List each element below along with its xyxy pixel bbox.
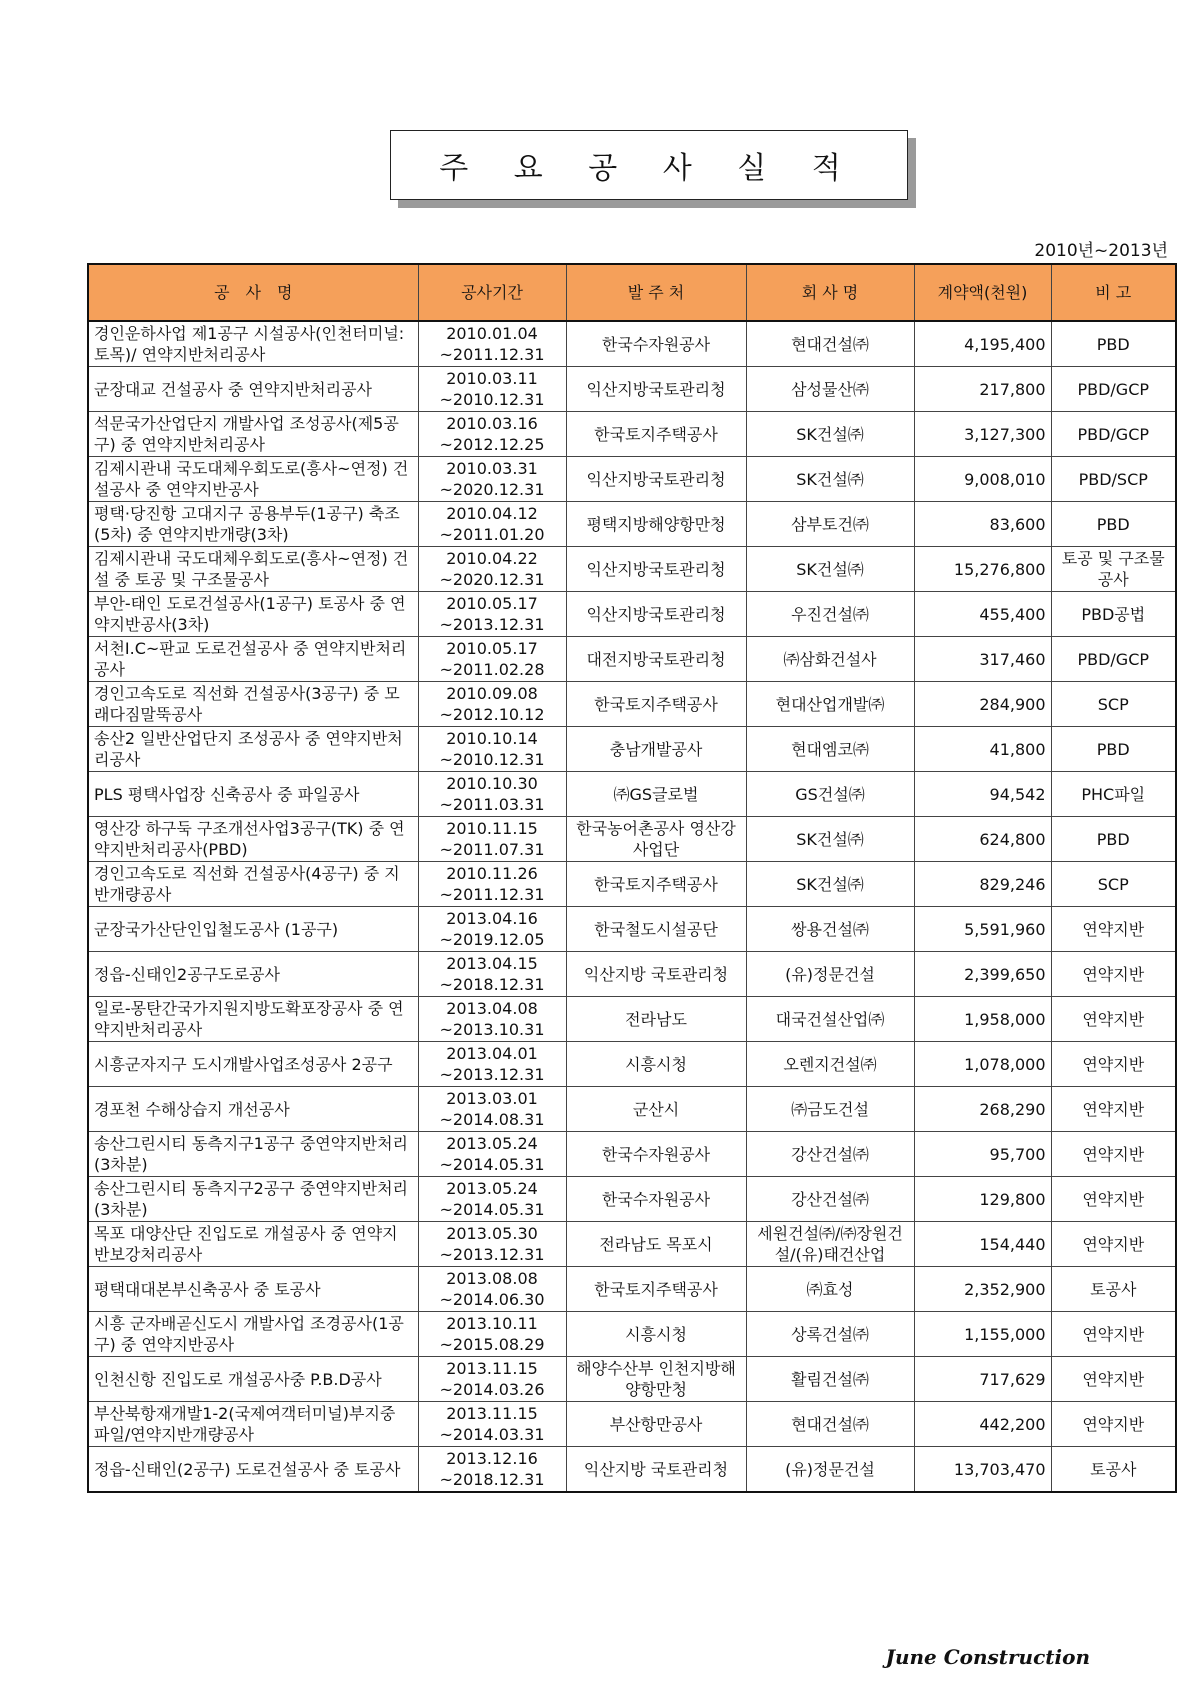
project-company: 오렌지건설㈜ [746, 1042, 914, 1087]
header-period: 공사기간 [418, 264, 566, 321]
period-end: ~2011.12.31 [439, 345, 545, 364]
period-end: ~2013.12.31 [439, 615, 545, 634]
table-row [88, 637, 1176, 682]
project-period [418, 1177, 566, 1222]
project-company: SK건설㈜ [746, 862, 914, 907]
period-start: 2013.04.16 [446, 909, 538, 928]
project-company: (유)정문건설 [746, 1447, 914, 1493]
project-company: 강산건설㈜ [746, 1132, 914, 1177]
table-row [88, 592, 1176, 637]
project-note: 토공사 [1051, 1267, 1176, 1312]
project-amount: 455,400 [914, 592, 1051, 637]
project-period [418, 1222, 566, 1267]
project-name: 정읍-신태인2공구도로공사 [88, 952, 418, 997]
project-period [418, 952, 566, 997]
header-note: 비 고 [1051, 264, 1176, 321]
table-row [88, 952, 1176, 997]
project-company: ㈜금도건설 [746, 1087, 914, 1132]
project-company: 대국건설산업㈜ [746, 997, 914, 1042]
period-end: ~2011.02.28 [439, 660, 545, 679]
project-period [418, 1087, 566, 1132]
table-body [88, 321, 1176, 1492]
project-company: SK건설㈜ [746, 412, 914, 457]
project-period [418, 1447, 566, 1493]
project-client: 한국수자원공사 [566, 1132, 746, 1177]
project-company: 쌍용건설㈜ [746, 907, 914, 952]
header-amount: 계약액(천원) [914, 264, 1051, 321]
table-row [88, 1222, 1176, 1267]
header-company: 회 사 명 [746, 264, 914, 321]
project-company: (유)정문건설 [746, 952, 914, 997]
project-name: 경인고속도로 직선화 건설공사(3공구) 중 모래다짐말뚝공사 [88, 682, 418, 727]
project-client: 익산지방국토관리청 [566, 592, 746, 637]
project-client: 익산지방국토관리청 [566, 457, 746, 502]
project-client: ㈜GS글로벌 [566, 772, 746, 817]
project-name: 석문국가산업단지 개발사업 조성공사(제5공구) 중 연약지반처리공사 [88, 412, 418, 457]
period-start: 2013.04.08 [446, 999, 538, 1018]
project-period [418, 1402, 566, 1447]
project-note: 연약지반 [1051, 1357, 1176, 1402]
project-client: 전라남도 [566, 997, 746, 1042]
project-amount: 717,629 [914, 1357, 1051, 1402]
project-period [418, 412, 566, 457]
project-company: 현대건설㈜ [746, 321, 914, 367]
project-period [418, 1132, 566, 1177]
project-client: 시흥시청 [566, 1312, 746, 1357]
period-end: ~2014.03.31 [439, 1425, 545, 1444]
project-name: 송산그린시티 동측지구1공구 중연약지반처리(3차분) [88, 1132, 418, 1177]
project-note: PBD/GCP [1051, 412, 1176, 457]
period-start: 2013.11.15 [446, 1404, 538, 1423]
table-row [88, 862, 1176, 907]
project-amount: 1,078,000 [914, 1042, 1051, 1087]
project-note: PBD [1051, 502, 1176, 547]
project-company: 우진건설㈜ [746, 592, 914, 637]
period-end: ~2011.01.20 [439, 525, 545, 544]
project-client: 대전지방국토관리청 [566, 637, 746, 682]
period-start: 2010.11.15 [446, 819, 538, 838]
project-amount: 2,399,650 [914, 952, 1051, 997]
project-period [418, 1357, 566, 1402]
period-start: 2010.05.17 [446, 639, 538, 658]
period-end: ~2019.12.05 [439, 930, 545, 949]
project-note: PBD [1051, 321, 1176, 367]
project-amount: 268,290 [914, 1087, 1051, 1132]
project-company: ㈜효성 [746, 1267, 914, 1312]
period-end: ~2020.12.31 [439, 570, 545, 589]
table-row [88, 457, 1176, 502]
company-signature: June Construction [885, 1645, 1090, 1669]
project-period [418, 1042, 566, 1087]
period-end: ~2014.05.31 [439, 1200, 545, 1219]
period-end: ~2020.12.31 [439, 480, 545, 499]
table-row [88, 1312, 1176, 1357]
project-note: 연약지반 [1051, 997, 1176, 1042]
period-end: ~2014.06.30 [439, 1290, 545, 1309]
period-start: 2010.03.11 [446, 369, 538, 388]
project-note: PBD공법 [1051, 592, 1176, 637]
project-name: 인천신항 진입도로 개설공사중 P.B.D공사 [88, 1357, 418, 1402]
project-company: 현대엠코㈜ [746, 727, 914, 772]
project-name: 평택대대본부신축공사 중 토공사 [88, 1267, 418, 1312]
period-start: 2010.05.17 [446, 594, 538, 613]
project-amount: 129,800 [914, 1177, 1051, 1222]
header-name: 공 사 명 [88, 264, 418, 321]
project-amount: 442,200 [914, 1402, 1051, 1447]
project-amount: 317,460 [914, 637, 1051, 682]
project-amount: 83,600 [914, 502, 1051, 547]
project-note: 연약지반 [1051, 952, 1176, 997]
project-period [418, 817, 566, 862]
page-title: 주 요 공 사 실 적 [390, 130, 908, 200]
period-start: 2010.09.08 [446, 684, 538, 703]
table-header-row [88, 264, 1176, 321]
project-period [418, 862, 566, 907]
project-name: 김제시관내 국도대체우회도로(흥사~연정) 건설 중 토공 및 구조물공사 [88, 547, 418, 592]
project-amount: 94,542 [914, 772, 1051, 817]
table-row [88, 727, 1176, 772]
project-name: 정읍-신태인(2공구) 도로건설공사 중 토공사 [88, 1447, 418, 1493]
period-end: ~2010.12.31 [439, 750, 545, 769]
table-row [88, 817, 1176, 862]
table-row [88, 1042, 1176, 1087]
project-note: SCP [1051, 862, 1176, 907]
project-amount: 15,276,800 [914, 547, 1051, 592]
project-client: 익산지방국토관리청 [566, 367, 746, 412]
table-row [88, 1402, 1176, 1447]
project-company: 삼성물산㈜ [746, 367, 914, 412]
period-start: 2013.08.08 [446, 1269, 538, 1288]
table-row [88, 772, 1176, 817]
project-period [418, 592, 566, 637]
period-end: ~2013.10.31 [439, 1020, 545, 1039]
project-company: SK건설㈜ [746, 547, 914, 592]
project-amount: 829,246 [914, 862, 1051, 907]
project-client: 한국수자원공사 [566, 321, 746, 367]
project-note: PBD/GCP [1051, 637, 1176, 682]
project-client: 군산시 [566, 1087, 746, 1132]
table-row [88, 321, 1176, 367]
project-note: PHC파일 [1051, 772, 1176, 817]
project-client: 한국토지주택공사 [566, 1267, 746, 1312]
project-amount: 9,008,010 [914, 457, 1051, 502]
project-client: 한국농어촌공사 영산강 사업단 [566, 817, 746, 862]
period-end: ~2012.10.12 [439, 705, 545, 724]
table-row [88, 367, 1176, 412]
project-client: 전라남도 목포시 [566, 1222, 746, 1267]
period-start: 2010.04.12 [446, 504, 538, 523]
table-row [88, 682, 1176, 727]
project-name: PLS 평택사업장 신축공사 중 파일공사 [88, 772, 418, 817]
project-client: 부산항만공사 [566, 1402, 746, 1447]
project-amount: 95,700 [914, 1132, 1051, 1177]
period-end: ~2018.12.31 [439, 1470, 545, 1489]
project-amount: 2,352,900 [914, 1267, 1051, 1312]
project-client: 익산지방국토관리청 [566, 547, 746, 592]
project-note: 연약지반 [1051, 1087, 1176, 1132]
project-note: 연약지반 [1051, 1222, 1176, 1267]
project-client: 충남개발공사 [566, 727, 746, 772]
period-start: 2013.11.15 [446, 1359, 538, 1378]
project-note: SCP [1051, 682, 1176, 727]
project-name: 군장국가산단인입철도공사 (1공구) [88, 907, 418, 952]
period-start: 2013.10.11 [446, 1314, 538, 1333]
period-end: ~2011.12.31 [439, 885, 545, 904]
period-end: ~2012.12.25 [439, 435, 545, 454]
period-end: ~2013.12.31 [439, 1245, 545, 1264]
project-amount: 13,703,470 [914, 1447, 1051, 1493]
period-start: 2010.04.22 [446, 549, 538, 568]
period-start: 2010.03.16 [446, 414, 538, 433]
project-company: SK건설㈜ [746, 457, 914, 502]
project-period [418, 457, 566, 502]
project-period [418, 321, 566, 367]
project-note: 연약지반 [1051, 1132, 1176, 1177]
project-name: 김제시관내 국도대체우회도로(흥사~연정) 건설공사 중 연약지반공사 [88, 457, 418, 502]
project-period [418, 772, 566, 817]
project-name: 경인고속도로 직선화 건설공사(4공구) 중 지반개량공사 [88, 862, 418, 907]
period-end: ~2011.07.31 [439, 840, 545, 859]
table-row [88, 547, 1176, 592]
project-period [418, 907, 566, 952]
project-client: 평택지방해양항만청 [566, 502, 746, 547]
project-client: 한국토지주택공사 [566, 682, 746, 727]
period-end: ~2018.12.31 [439, 975, 545, 994]
period-start: 2013.04.15 [446, 954, 538, 973]
period-end: ~2011.03.31 [439, 795, 545, 814]
project-name: 경인운하사업 제1공구 시설공사(인천터미널:토목)/ 연약지반처리공사 [88, 321, 418, 367]
project-period [418, 547, 566, 592]
project-note: 연약지반 [1051, 1402, 1176, 1447]
table-row [88, 997, 1176, 1042]
period-start: 2010.10.30 [446, 774, 538, 793]
period-start: 2013.05.24 [446, 1134, 538, 1153]
period-end: ~2015.08.29 [439, 1335, 545, 1354]
table-row [88, 1132, 1176, 1177]
project-amount: 1,155,000 [914, 1312, 1051, 1357]
table-row [88, 1447, 1176, 1493]
project-amount: 41,800 [914, 727, 1051, 772]
project-amount: 1,958,000 [914, 997, 1051, 1042]
project-company: 세원건설㈜/㈜장원건설/(유)태건산업 [746, 1222, 914, 1267]
title-frame [390, 130, 910, 202]
project-client: 익산지방 국토관리청 [566, 952, 746, 997]
project-note: 연약지반 [1051, 1312, 1176, 1357]
project-company: 현대건설㈜ [746, 1402, 914, 1447]
project-name: 송산2 일반산업단지 조성공사 중 연약지반처리공사 [88, 727, 418, 772]
project-client: 시흥시청 [566, 1042, 746, 1087]
project-name: 영산강 하구둑 구조개선사업3공구(TK) 중 연약지반처리공사(PBD) [88, 817, 418, 862]
project-name: 부안-태인 도로건설공사(1공구) 토공사 중 연약지반공사(3차) [88, 592, 418, 637]
project-note: PBD [1051, 817, 1176, 862]
project-company: ㈜삼화건설사 [746, 637, 914, 682]
period-start: 2010.10.14 [446, 729, 538, 748]
works-table [87, 263, 1177, 1493]
project-client: 한국철도시설공단 [566, 907, 746, 952]
table-row [88, 502, 1176, 547]
project-period [418, 1267, 566, 1312]
period-start: 2010.11.26 [446, 864, 538, 883]
project-company: 상록건설㈜ [746, 1312, 914, 1357]
project-period [418, 502, 566, 547]
period-label: 2010년~2013년 [1034, 241, 1168, 261]
project-name: 부산북항재개발1-2(국제여객터미널)부지중 파일/연약지반개량공사 [88, 1402, 418, 1447]
project-amount: 154,440 [914, 1222, 1051, 1267]
project-period [418, 1312, 566, 1357]
project-client: 해양수산부 인천지방해양항만청 [566, 1357, 746, 1402]
project-company: 삼부토건㈜ [746, 502, 914, 547]
table-row [88, 412, 1176, 457]
table-row [88, 1087, 1176, 1132]
table-row [88, 907, 1176, 952]
project-note: PBD/GCP [1051, 367, 1176, 412]
project-name: 목포 대양산단 진입도로 개설공사 중 연약지반보강처리공사 [88, 1222, 418, 1267]
project-note: 연약지반 [1051, 1177, 1176, 1222]
project-amount: 3,127,300 [914, 412, 1051, 457]
period-start: 2013.03.01 [446, 1089, 538, 1108]
project-amount: 624,800 [914, 817, 1051, 862]
project-note: 토공사 [1051, 1447, 1176, 1493]
period-start: 2013.12.16 [446, 1449, 538, 1468]
period-start: 2013.05.24 [446, 1179, 538, 1198]
project-name: 송산그린시티 동측지구2공구 중연약지반처리(3차분) [88, 1177, 418, 1222]
project-name: 평택·당진항 고대지구 공용부두(1공구) 축조(5차) 중 연약지반개량(3차) [88, 502, 418, 547]
project-company: GS건설㈜ [746, 772, 914, 817]
project-name: 시흥 군자배곧신도시 개발사업 조경공사(1공구) 중 연약지반공사 [88, 1312, 418, 1357]
period-start: 2010.01.04 [446, 324, 538, 343]
period-start: 2013.05.30 [446, 1224, 538, 1243]
project-company: SK건설㈜ [746, 817, 914, 862]
period-start: 2013.04.01 [446, 1044, 538, 1063]
project-client: 한국토지주택공사 [566, 412, 746, 457]
period-end: ~2010.12.31 [439, 390, 545, 409]
header-client: 발 주 처 [566, 264, 746, 321]
project-period [418, 367, 566, 412]
project-name: 군장대교 건설공사 중 연약지반처리공사 [88, 367, 418, 412]
project-company: 활림건설㈜ [746, 1357, 914, 1402]
project-period [418, 637, 566, 682]
project-note: PBD [1051, 727, 1176, 772]
project-client: 익산지방 국토관리청 [566, 1447, 746, 1493]
project-amount: 5,591,960 [914, 907, 1051, 952]
project-note: 연약지반 [1051, 1042, 1176, 1087]
project-amount: 4,195,400 [914, 321, 1051, 367]
project-note: 토공 및 구조물공사 [1051, 547, 1176, 592]
table-row [88, 1267, 1176, 1312]
period-end: ~2013.12.31 [439, 1065, 545, 1084]
project-period [418, 682, 566, 727]
project-company: 현대산업개발㈜ [746, 682, 914, 727]
project-company: 강산건설㈜ [746, 1177, 914, 1222]
period-end: ~2014.03.26 [439, 1380, 545, 1399]
project-name: 일로-몽탄간국가지원지방도확포장공사 중 연약지반처리공사 [88, 997, 418, 1042]
project-amount: 217,800 [914, 367, 1051, 412]
period-end: ~2014.05.31 [439, 1155, 545, 1174]
period-start: 2010.03.31 [446, 459, 538, 478]
table-row [88, 1357, 1176, 1402]
project-amount: 284,900 [914, 682, 1051, 727]
period-end: ~2014.08.31 [439, 1110, 545, 1129]
project-client: 한국토지주택공사 [566, 862, 746, 907]
project-note: PBD/SCP [1051, 457, 1176, 502]
project-name: 시흥군자지구 도시개발사업조성공사 2공구 [88, 1042, 418, 1087]
project-note: 연약지반 [1051, 907, 1176, 952]
table-row [88, 1177, 1176, 1222]
project-client: 한국수자원공사 [566, 1177, 746, 1222]
project-name: 서천I.C~판교 도로건설공사 중 연약지반처리공사 [88, 637, 418, 682]
project-period [418, 997, 566, 1042]
project-name: 경포천 수해상습지 개선공사 [88, 1087, 418, 1132]
project-period [418, 727, 566, 772]
